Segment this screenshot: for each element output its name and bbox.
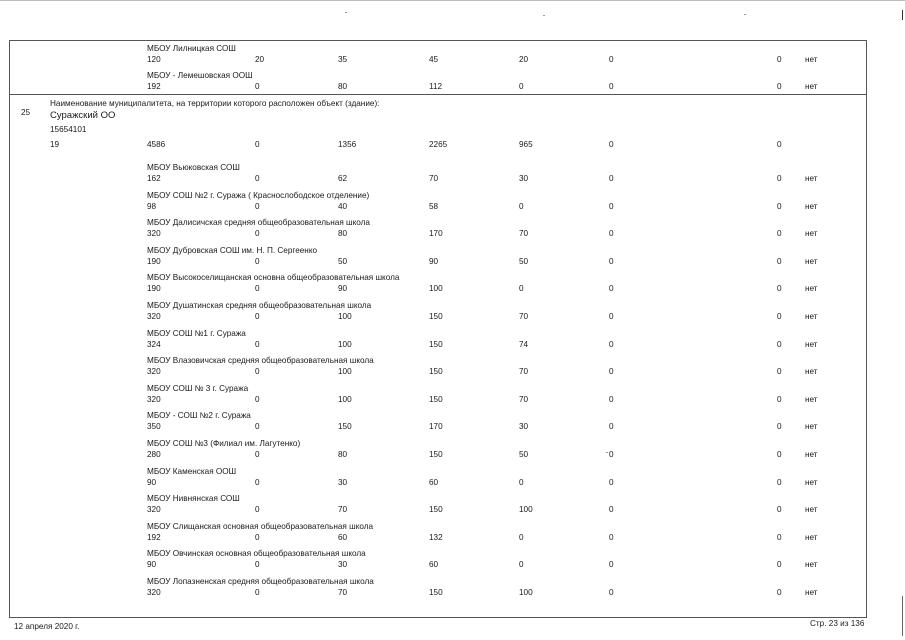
cell-value: 0 bbox=[777, 477, 782, 487]
cell-value: 0 bbox=[609, 477, 614, 487]
cell-value: 35 bbox=[338, 55, 348, 64]
cell-value: 0 bbox=[255, 229, 260, 239]
cell-value: 30 bbox=[338, 477, 348, 487]
cell-value: 0 bbox=[255, 532, 260, 542]
cell-flag: нет bbox=[805, 55, 818, 64]
cell-value: 0 bbox=[777, 560, 782, 570]
cell-value: 30 bbox=[519, 422, 529, 432]
cell-value: 60 bbox=[338, 532, 348, 542]
cell-flag: нет bbox=[805, 450, 818, 459]
cell-value: 0 bbox=[777, 174, 782, 183]
cell-flag: нет bbox=[805, 422, 818, 432]
cell-value: 100 bbox=[519, 505, 533, 515]
cell-value: 0 bbox=[777, 312, 782, 321]
cell-value: 0 bbox=[255, 394, 260, 404]
cell-value: 350 bbox=[147, 422, 161, 432]
section-divider bbox=[9, 94, 867, 95]
scan-edge bbox=[0, 0, 905, 1]
cell-value: 320 bbox=[147, 588, 161, 597]
summary-value: 0 bbox=[609, 140, 614, 149]
cell-value: 0 bbox=[609, 505, 614, 515]
cell-flag: нет bbox=[805, 201, 818, 211]
cell-value: 74 bbox=[519, 339, 529, 349]
cell-value: 280 bbox=[147, 450, 161, 459]
cell-value: 0 bbox=[777, 394, 782, 404]
cell-value: 0 bbox=[519, 477, 524, 487]
cell-value: 120 bbox=[147, 55, 161, 64]
cell-flag: нет bbox=[805, 505, 818, 515]
cell-value: 150 bbox=[338, 422, 352, 432]
cell-value: 0 bbox=[777, 588, 782, 597]
cell-value: 0 bbox=[777, 256, 782, 266]
cell-value: 150 bbox=[429, 367, 443, 377]
school-name: МБОУ Душатинская средняя общеобразовательная школа bbox=[147, 301, 372, 310]
cell-value: 0 bbox=[609, 312, 614, 321]
cell-value: 0 bbox=[777, 201, 782, 211]
cell-value: 150 bbox=[429, 588, 443, 597]
cell-value: 0 bbox=[609, 532, 614, 542]
cell-value: 0 bbox=[255, 339, 260, 349]
cell-value: 0 bbox=[519, 201, 524, 211]
summary-value: 2265 bbox=[429, 140, 448, 149]
section-number: 25 bbox=[21, 108, 31, 117]
cell-value: 0 bbox=[777, 284, 782, 294]
cell-flag: нет bbox=[805, 560, 818, 570]
cell-value: 320 bbox=[147, 394, 161, 404]
school-name: МБОУ Каменская ООШ bbox=[147, 466, 237, 476]
cell-value: 0 bbox=[777, 505, 782, 515]
cell-flag: нет bbox=[805, 284, 818, 294]
cell-value: 30 bbox=[338, 560, 348, 570]
school-name: МБОУ Лилницкая СОШ bbox=[147, 44, 236, 53]
cell-value: 58 bbox=[429, 201, 439, 211]
cell-value: 0 bbox=[777, 532, 782, 542]
section-caption: Наименование муниципалитета, на территории которого расположен объект (здание): bbox=[50, 99, 380, 108]
school-name: МБОУ Слищанская основная общеобразовательная школа bbox=[147, 521, 374, 531]
cell-value: 30 bbox=[519, 174, 529, 183]
school-name: МБОУ СОШ № 3 г. Суража bbox=[147, 383, 249, 393]
cell-value: 0 bbox=[519, 532, 524, 542]
table-frame bbox=[9, 40, 867, 618]
cell-flag: нет bbox=[805, 256, 818, 266]
cell-flag: нет bbox=[805, 312, 818, 321]
cell-value: 0 bbox=[777, 422, 782, 432]
cell-value: 90 bbox=[147, 560, 157, 570]
cell-value: 324 bbox=[147, 339, 161, 349]
cell-value: 70 bbox=[519, 229, 529, 239]
cell-value: 0 bbox=[609, 560, 614, 570]
cell-value: 0 bbox=[519, 82, 524, 91]
cell-value: 0 bbox=[777, 450, 782, 459]
cell-value: 320 bbox=[147, 229, 161, 239]
school-name: МБОУ Высокоселищанская основна общеобразовательная школа bbox=[147, 273, 400, 283]
cell-value: 50 bbox=[338, 256, 348, 266]
summary-value: 965 bbox=[519, 140, 533, 149]
cell-value: 20 bbox=[255, 55, 265, 64]
cell-value: 0 bbox=[255, 82, 260, 91]
cell-flag: нет bbox=[805, 588, 818, 597]
cell-value: 45 bbox=[429, 55, 439, 64]
scan-mark bbox=[902, 10, 903, 20]
school-name: МБОУ СОШ №2 г. Суража ( Краснослободское отделение) bbox=[147, 190, 370, 200]
cell-value: 0 bbox=[609, 201, 614, 211]
cell-value: 100 bbox=[338, 367, 352, 377]
cell-value: 0 bbox=[609, 588, 614, 597]
cell-value: 0 bbox=[255, 201, 260, 211]
cell-flag: нет bbox=[805, 532, 818, 542]
cell-value: 150 bbox=[429, 394, 443, 404]
cell-value: 190 bbox=[147, 284, 161, 294]
municipality-name: Суражский ОО bbox=[50, 110, 116, 121]
cell-value: 170 bbox=[429, 229, 443, 239]
cell-value: 70 bbox=[519, 394, 529, 404]
cell-value: 60 bbox=[429, 560, 439, 570]
cell-flag: нет bbox=[805, 229, 818, 239]
school-name: МБОУ Далисичская средняя общеобразовательная школа bbox=[147, 218, 370, 228]
school-name: МБОУ Вьюковская СОШ bbox=[147, 163, 240, 172]
cell-value: 100 bbox=[338, 339, 352, 349]
cell-value: 62 bbox=[338, 174, 348, 183]
cell-value: 0 bbox=[609, 229, 614, 239]
cell-value: 0 bbox=[777, 339, 782, 349]
cell-value: 150 bbox=[429, 450, 443, 459]
school-name: МБОУ Дубровская СОШ им. Н. П. Сергеенко bbox=[147, 245, 318, 255]
cell-value: 0 bbox=[255, 367, 260, 377]
cell-value: 320 bbox=[147, 367, 161, 377]
cell-value: 0 bbox=[609, 82, 614, 91]
cell-value: 320 bbox=[147, 312, 161, 321]
cell-value: 70 bbox=[519, 312, 529, 321]
cell-value: 132 bbox=[429, 532, 443, 542]
cell-value: 0 bbox=[255, 284, 260, 294]
cell-value: 90 bbox=[147, 477, 157, 487]
summary-value: 1356 bbox=[338, 140, 357, 149]
footer-page-number: Стр. 23 из 136 bbox=[810, 619, 865, 628]
cell-value: 0 bbox=[777, 229, 782, 239]
cell-value: 0 bbox=[777, 82, 782, 91]
summary-count: 19 bbox=[50, 140, 60, 149]
cell-value: 70 bbox=[429, 174, 439, 183]
school-name: МБОУ Влазовичская средняя общеобразовательная школа bbox=[147, 356, 374, 366]
cell-value: 0 bbox=[609, 450, 614, 459]
cell-value: 0 bbox=[255, 450, 260, 459]
cell-flag: нет bbox=[805, 394, 818, 404]
school-name: МБОУ Лопазненская средняя общеобразовательная школа bbox=[147, 577, 374, 586]
cell-value: 70 bbox=[519, 367, 529, 377]
footer-date: 12 апреля 2020 г. bbox=[14, 622, 80, 631]
cell-value: 0 bbox=[519, 560, 524, 570]
cell-value: 0 bbox=[255, 312, 260, 321]
cell-value: 80 bbox=[338, 450, 348, 459]
cell-value: 150 bbox=[429, 339, 443, 349]
summary-value: 0 bbox=[777, 140, 782, 149]
scan-speck bbox=[543, 15, 545, 16]
scan-mark bbox=[902, 596, 903, 636]
summary-value: 0 bbox=[255, 140, 260, 149]
cell-value: 320 bbox=[147, 505, 161, 515]
cell-value: 40 bbox=[338, 201, 348, 211]
municipality-code: 15654101 bbox=[50, 125, 87, 134]
cell-value: 0 bbox=[609, 256, 614, 266]
cell-value: 0 bbox=[609, 367, 614, 377]
cell-value: 100 bbox=[429, 284, 443, 294]
cell-value: 80 bbox=[338, 229, 348, 239]
cell-value: 190 bbox=[147, 256, 161, 266]
cell-value: 0 bbox=[609, 394, 614, 404]
cell-value: 112 bbox=[429, 82, 443, 91]
cell-value: 192 bbox=[147, 82, 161, 91]
cell-value: 100 bbox=[338, 394, 352, 404]
cell-flag: нет bbox=[805, 174, 818, 183]
cell-value: 0 bbox=[609, 422, 614, 432]
cell-value: 0 bbox=[255, 505, 260, 515]
cell-value: 70 bbox=[338, 588, 348, 597]
cell-value: 162 bbox=[147, 174, 161, 183]
cell-flag: нет bbox=[805, 82, 818, 91]
cell-flag: нет bbox=[805, 367, 818, 377]
cell-flag: нет bbox=[805, 339, 818, 349]
cell-value: 0 bbox=[519, 284, 524, 294]
cell-value: 0 bbox=[609, 284, 614, 294]
cell-value: 90 bbox=[338, 284, 348, 294]
cell-value: 80 bbox=[338, 82, 348, 91]
cell-value: 170 bbox=[429, 422, 443, 432]
cell-value: 50 bbox=[519, 450, 529, 459]
school-name: МБОУ СОШ №3 (Филиал им. Лагутенко) bbox=[147, 439, 301, 448]
cell-value: 150 bbox=[429, 312, 443, 321]
cell-value: 100 bbox=[338, 312, 352, 321]
school-name: МБОУ Овчинская основная общеобразовательная школа bbox=[147, 549, 366, 559]
cell-value: 98 bbox=[147, 201, 157, 211]
cell-value: 0 bbox=[609, 55, 614, 64]
cell-value: 60 bbox=[429, 477, 439, 487]
cell-value: 70 bbox=[338, 505, 348, 515]
cell-value: 0 bbox=[255, 174, 260, 183]
cell-value: 0 bbox=[255, 588, 260, 597]
cell-value: 0 bbox=[777, 367, 782, 377]
scan-speck bbox=[345, 12, 347, 13]
cell-value: 50 bbox=[519, 256, 529, 266]
cell-value: 192 bbox=[147, 532, 161, 542]
cell-value: 0 bbox=[255, 477, 260, 487]
school-name: МБОУ - СОШ №2 г. Суража bbox=[147, 411, 251, 421]
cell-flag: нет bbox=[805, 477, 818, 487]
school-name: МБОУ - Лемешовская ООШ bbox=[147, 71, 253, 80]
school-name: МБОУ СОШ №1 г. Суража bbox=[147, 328, 246, 338]
summary-value: 4586 bbox=[147, 140, 166, 149]
cell-value: 0 bbox=[609, 174, 614, 183]
cell-value: 0 bbox=[255, 560, 260, 570]
cell-value: 150 bbox=[429, 505, 443, 515]
cell-value: 0 bbox=[255, 422, 260, 432]
scan-speck bbox=[744, 14, 746, 15]
cell-value: 0 bbox=[777, 55, 782, 64]
cell-value: 0 bbox=[255, 256, 260, 266]
cell-value: 20 bbox=[519, 55, 529, 64]
cell-value: 0 bbox=[609, 339, 614, 349]
school-name: МБОУ Нивнянская СОШ bbox=[147, 494, 240, 504]
cell-value: 90 bbox=[429, 256, 439, 266]
cell-value: 100 bbox=[519, 588, 533, 597]
